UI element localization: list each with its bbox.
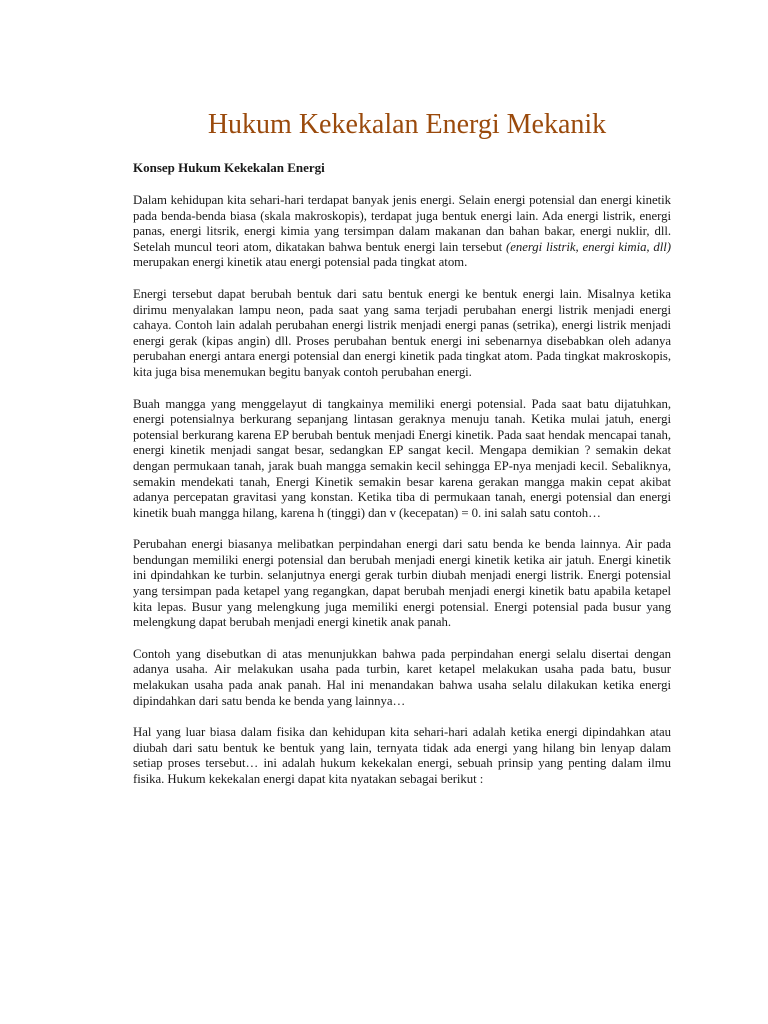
paragraph-2: Energi tersebut dapat berubah bentuk dari satu bentuk energi ke bentuk energi lain. Misalnya ketika dirimu menyalakan lampu neon, pada saat yang sama terjadi perubahan energi listrik menjadi energi cahaya. Contoh lain adalah perubahan energi listrik menjadi energi panas (setrika), energi listrik menjadi energi gerak (kipas angin) dll. Proses perubahan bentuk energi ini sebenarnya disebabkan oleh adanya perubahan energi antara energi potensial dan energi kinetik pada tingkat atom. Pada tingkat makroskopis, kita juga bisa menemukan begitu banyak contoh perubahan energi. <box>133 286 671 379</box>
paragraph-4: Perubahan energi biasanya melibatkan perpindahan energi dari satu benda ke benda lainnya. Air pada bendungan memiliki energi potensial dan berubah menjadi energi kinetik ketika air jatuh. Energi kinetik ini dpindahkan ke turbin. selanjutnya energi gerak turbin diubah menjadi energi listrik. Energi potensial yang tersimpan pada ketapel yang regangkan, dapat berubah menjadi energi kinetik batu apabila ketapel kita lepas. Busur yang melengkung juga memiliki energi potensial. Energi potensial pada busur yang melengkung dapat berubah menjadi energi kinetik anak panah. <box>133 537 671 630</box>
paragraph-6: Hal yang luar biasa dalam fisika dan kehidupan kita sehari-hari adalah ketika energi dipindahkan atau diubah dari satu bentuk ke bentuk yang lain, ternyata tidak ada energi yang hilang bin lenyap dalam setiap proses tersebut… ini adalah hukum kekekalan energi, sebuah prinsip yang penting dalam ilmu fisika. Hukum kekekalan energi dapat kita nyatakan sebagai berikut : <box>133 725 671 786</box>
paragraph-1 <box>133 193 671 271</box>
paragraph-1-italic-text: (energi listrik, energi kimia, dll) <box>506 239 671 254</box>
section-heading: Konsep Hukum Kekekalan Energi <box>133 160 325 175</box>
paragraph-5: Contoh yang disebutkan di atas menunjukkan bahwa pada perpindahan energi selalu disertai dengan adanya usaha. Air melakukan usaha pada turbin, karet ketapel melakukan usaha pada batu, busur melakukan usaha pada anak panah. Hal ini menandakan bahwa usaha selalu dilakukan ketika energi dipindahkan dari satu benda ke benda yang lainnya… <box>133 646 671 708</box>
document-title: Hukum Kekekalan Energi Mekanik <box>207 109 607 140</box>
paragraph-1-text-end: merupakan energi kinetik atau energi potensial pada tingkat atom. <box>133 255 468 270</box>
document-body <box>133 108 671 788</box>
paragraph-3: Buah mangga yang menggelayut di tangkainya memiliki energi potensial. Pada saat batu dijatuhkan, energi potensialnya berkurang sepanjang lintasan geraknya menuju tanah. Ketika mulai jatuh, energi potensial berkurang karena EP berubah bentuk menjadi Energi kinetik. Pada saat hendak mencapai tanah, energi kinetik menjadi sangat besar, sedangkan EP sangat kecil. Mengapa demikian ? semakin dekat dengan permukaan tanah, jarak buah mangga semakin kecil sehingga EP-nya menjadi kecil. Sebaliknya, semakin mendekati tanah, Energi Kinetik semakin besar karena gerakan mangga makin cepat akibat adanya percepatan gravitasi yang konstan. Ketika tiba di permukaan tanah, energi potensial dan energi kinetik buah mangga hilang, karena h (tinggi) dan v (kecepatan) = 0. ini salah satu contoh… <box>133 396 671 520</box>
paragraph-1-text-start: Dalam kehidupan kita sehari-hari terdapat banyak jenis energi. Selain energi potensial dan energi kinetik pada benda-benda biasa (skala makroskopis), terdapat juga bentuk energi lain. Ada energi listrik, energi panas, energi litsrik, energi kimia yang tersimpan dalam makanan dan bahan bakar, energi nuklir, dll. Setelah muncul teori atom, dikatakan bahwa bentuk energi lain tersebut <box>133 193 671 254</box>
